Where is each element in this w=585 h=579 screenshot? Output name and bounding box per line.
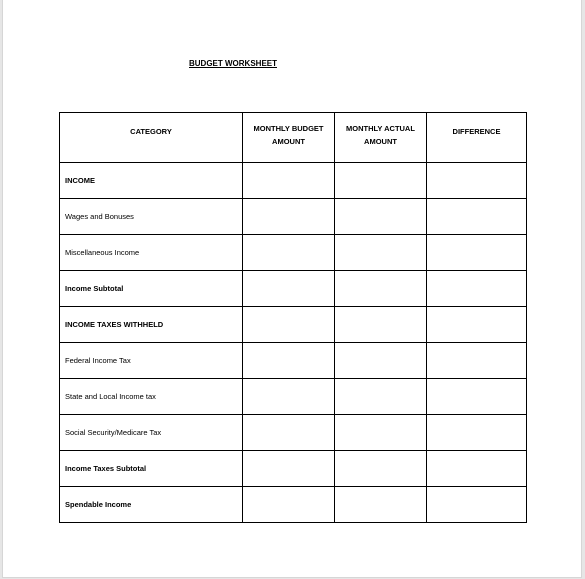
actual-amount-cell — [335, 235, 427, 271]
category-cell: Income Subtotal — [60, 271, 243, 307]
header-difference: DIFFERENCE — [427, 113, 527, 163]
category-cell: Social Security/Medicare Tax — [60, 415, 243, 451]
category-cell: Federal Income Tax — [60, 343, 243, 379]
header-monthly-budget-amount: MONTHLY BUDGET AMOUNT — [243, 113, 335, 163]
difference-cell — [427, 199, 527, 235]
actual-amount-cell — [335, 451, 427, 487]
budget-amount-cell — [243, 307, 335, 343]
table-row — [60, 235, 527, 271]
actual-amount-cell — [335, 343, 427, 379]
budget-amount-cell — [243, 271, 335, 307]
category-cell: INCOME TAXES WITHHELD — [60, 307, 243, 343]
difference-cell — [427, 307, 527, 343]
table-row — [60, 451, 527, 487]
difference-cell — [427, 163, 527, 199]
header-category: CATEGORY — [60, 113, 243, 163]
actual-amount-cell — [335, 307, 427, 343]
actual-amount-cell — [335, 415, 427, 451]
budget-amount-cell — [243, 379, 335, 415]
budget-amount-cell — [243, 451, 335, 487]
category-cell: Income Taxes Subtotal — [60, 451, 243, 487]
category-cell: INCOME — [60, 163, 243, 199]
actual-amount-cell — [335, 199, 427, 235]
header-monthly-actual-amount: MONTHLY ACTUAL AMOUNT — [335, 113, 427, 163]
budget-worksheet-table — [59, 112, 527, 523]
category-cell: State and Local Income tax — [60, 379, 243, 415]
actual-amount-cell — [335, 271, 427, 307]
actual-amount-cell — [335, 163, 427, 199]
table-row — [60, 163, 527, 199]
budget-amount-cell — [243, 415, 335, 451]
difference-cell — [427, 487, 527, 523]
category-cell: Miscellaneous Income — [60, 235, 243, 271]
table-row — [60, 415, 527, 451]
table-body — [60, 163, 527, 523]
table-row — [60, 343, 527, 379]
category-cell: Wages and Bonuses — [60, 199, 243, 235]
table-row — [60, 307, 527, 343]
budget-amount-cell — [243, 487, 335, 523]
table-row — [60, 271, 527, 307]
actual-amount-cell — [335, 379, 427, 415]
document-page — [2, 0, 582, 578]
difference-cell — [427, 379, 527, 415]
difference-cell — [427, 451, 527, 487]
table-row — [60, 487, 527, 523]
budget-amount-cell — [243, 199, 335, 235]
budget-amount-cell — [243, 343, 335, 379]
budget-amount-cell — [243, 163, 335, 199]
actual-amount-cell — [335, 487, 427, 523]
table-header-row — [60, 113, 527, 163]
table-row — [60, 199, 527, 235]
table-row — [60, 379, 527, 415]
difference-cell — [427, 343, 527, 379]
difference-cell — [427, 271, 527, 307]
document-title: BUDGET WORKSHEET — [189, 59, 277, 68]
budget-amount-cell — [243, 235, 335, 271]
difference-cell — [427, 235, 527, 271]
difference-cell — [427, 415, 527, 451]
category-cell: Spendable Income — [60, 487, 243, 523]
